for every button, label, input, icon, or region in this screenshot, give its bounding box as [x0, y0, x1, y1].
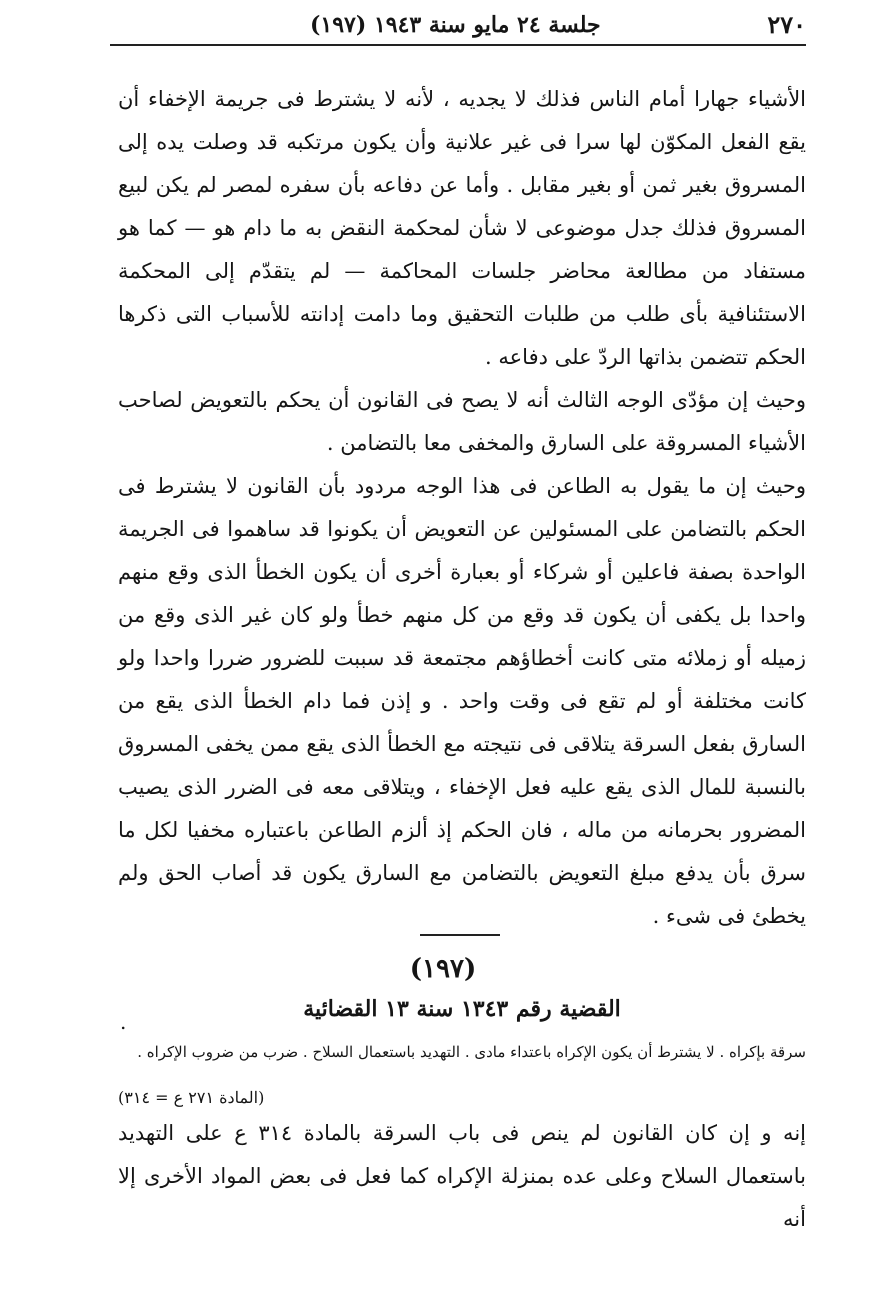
page-number: ٢٧٠	[767, 10, 806, 39]
ruling-summary: سرقة بإكراه . لا يشترط أن يكون الإكراه باعتداء مادى . التهديد باستعمال السلاح . ضرب من ضروب الإكراه .	[137, 1043, 806, 1061]
article-reference: (المادة ٢٧١ ع = ٣١٤)	[118, 1088, 265, 1107]
paragraph: وحيث إن مؤدّى الوجه الثالث أنه لا يصح فى القانون أن يحكم بالتعويض لصاحب الأشياء المسروقة على السارق والمخفى معا بالتضامن .	[118, 388, 806, 455]
case-title: القضية رقم ١٣٤٣ سنة ١٣ القضائية	[303, 996, 621, 1022]
paragraph: وحيث إن ما يقول به الطاعن فى هذا الوجه مردود بأن القانون لا يشترط فى الحكم بالتضامن على المسئولين عن التعويض أن يكونوا قد ساهموا فى الجريمة الواحدة بصفة فاعلين أو شركاء أو بعبارة أخرى أن يكون الخطأ الذى وقع منهم واحدا بل يكفى أن يكون قد وقع من كل منهم خطأ ولو كان غير الذى وقع من زميله أو زملائه متى كانت أخطاؤهم مجتمعة قد سببت للضرور ضررا واحدا ولو كانت مختلفة أو لم تقع فى وقت واحد . و إذن فما دام الخطأ الذى يقع من السارق بفعل السرقة يتلاقى فى نتيجته مع الخطأ الذى يقع ممن يخفى المسروق بالنسبة للمال الذى يقع عليه فعل الإخفاء ، ويتلاقى معه فى الضرر الذى يصيب المضرور بحرمانه من ماله ، فان الحكم إذ ألزم الطاعن باعتباره مخفيا لكل ما سرق بأن يدفع مبلغ التعويض بالتضامن مع السارق يكون قد أصاب الحق ولم يخطئ فى شىء .	[118, 474, 806, 928]
section-divider	[420, 934, 500, 936]
running-title: جلسة ٢٤ مايو سنة ١٩٤٣ (١٩٧)	[310, 12, 601, 38]
main-body-text	[118, 78, 806, 938]
ruling-body-text	[118, 1112, 806, 1241]
paragraph: إنه و إن كان القانون لم ينص فى باب السرقة بالمادة ٣١٤ ع على التهديد باستعمال السلاح وعلى عده بمنزلة الإكراه كما فعل فى بعض المواد الأخرى إلا أنه	[118, 1121, 806, 1231]
ruling-number: (١٩٧)	[409, 954, 477, 984]
stray-mark: .	[120, 1010, 127, 1034]
page-header	[110, 8, 806, 46]
paragraph: الأشياء جهارا أمام الناس فذلك لا يجديه ، لأنه لا يشترط فى جريمة الإخفاء أن يقع الفعل المكوّن لها سرا فى غير علانية وأن يكون مرتكبه قد وصلت يده إلى المسروق بغير ثمن أو بغير مقابل . وأما عن دفاعه بأن سفره لمصر لم يكن لبيع المسروق فذلك جدل موضوعى لا شأن لمحكمة النقض به ما دام هو — كما هو مستفاد من مطالعة محاضر جلسات المحاكمة — لم يتقدّم إلى المحكمة الاستئنافية بأى طلب من طلبات التحقيق وما دامت إدانته للأسباب التى ذكرها الحكم تتضمن بذاتها الردّ على دفاعه .	[118, 87, 806, 369]
